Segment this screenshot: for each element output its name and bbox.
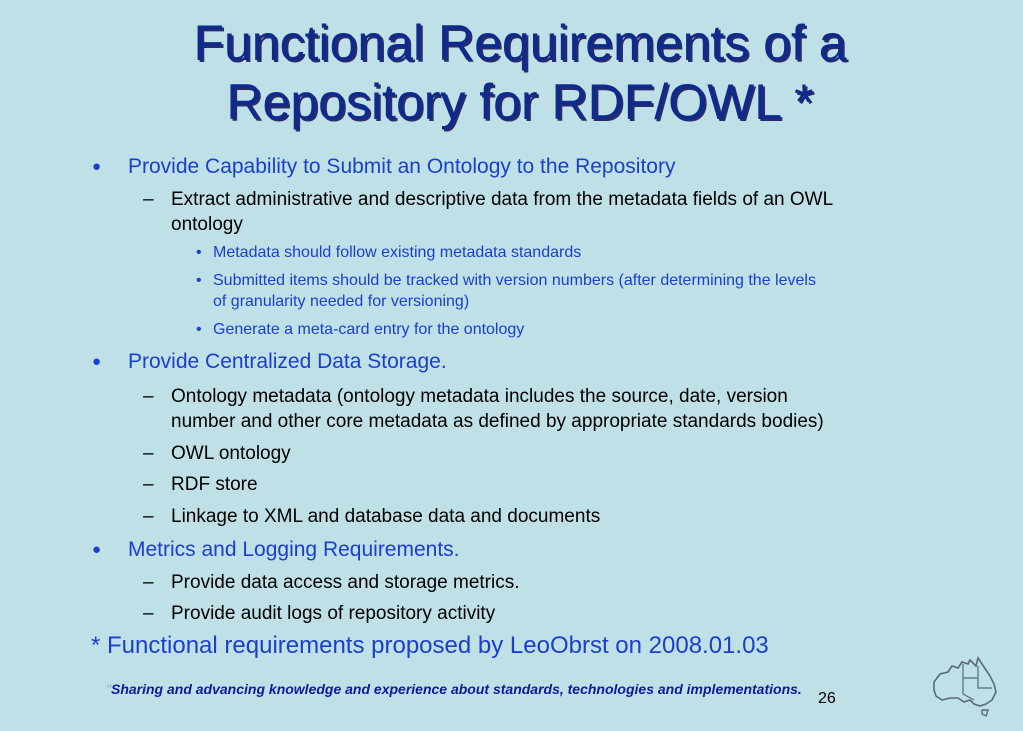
bullet-1-detail-2-line-1: Submitted items should be tracked with version numbers (after determining the levels: [213, 272, 816, 289]
dot-marker: •: [196, 321, 202, 338]
slide-title: [60, 14, 980, 132]
bullet-1-detail-2-line-2: of granularity needed for versioning): [213, 293, 470, 310]
page-number: 26: [818, 690, 836, 707]
bullet-1-sub-1-line-1: Extract administrative and descriptive data from the metadata fields of an OWL: [171, 189, 834, 210]
dash-marker: –: [143, 443, 154, 464]
bullet-1-detail-1: Metadata should follow existing metadata standards: [213, 244, 582, 261]
bullet-1-sub-1-line-2: ontology: [171, 214, 243, 235]
bullet-marker: ●: [92, 158, 102, 175]
bullet-marker: ●: [92, 541, 102, 558]
bullet-2-sub-4: Linkage to XML and database data and documents: [171, 506, 601, 527]
bullet-3-sub-1: Provide data access and storage metrics.: [171, 572, 520, 593]
tagline-text: Sharing and advancing knowledge and experience about standards, technologies and implementations.: [110, 681, 802, 697]
title-line-2: Repository for RDF/OWL *: [226, 74, 814, 130]
tagline-quote: ": [106, 681, 111, 697]
bullet-2-sub-1-line-2: number and other core metadata as defined by appropriate standards bodies): [171, 411, 824, 432]
dash-marker: –: [143, 386, 154, 407]
dot-marker: •: [196, 272, 202, 289]
bullet-1-text: Provide Capability to Submit an Ontology to the Repository: [128, 155, 676, 178]
australia-map-icon: [930, 654, 1002, 718]
bullet-1-detail-3: Generate a meta-card entry for the ontology: [213, 321, 525, 338]
footnote: * Functional requirements proposed by LeoObrst on 2008.01.03: [91, 632, 769, 659]
dash-marker: –: [143, 506, 154, 527]
bullet-2-sub-1-line-1: Ontology metadata (ontology metadata includes the source, date, version: [171, 386, 788, 407]
dash-marker: –: [143, 572, 154, 593]
dash-marker: –: [143, 474, 154, 495]
bullet-2-sub-2: OWL ontology: [171, 443, 291, 464]
title-line-1: Functional Requirements of a: [193, 15, 847, 71]
dot-marker: •: [196, 244, 202, 261]
tagline: [106, 681, 802, 697]
bullet-2-text: Provide Centralized Data Storage.: [128, 350, 447, 373]
bullet-3-text: Metrics and Logging Requirements.: [128, 538, 460, 561]
bullet-marker: ●: [92, 353, 102, 370]
dash-marker: –: [143, 603, 154, 624]
bullet-2-sub-3: RDF store: [171, 474, 258, 495]
bullet-3-sub-2: Provide audit logs of repository activity: [171, 603, 496, 624]
dash-marker: –: [143, 189, 154, 210]
